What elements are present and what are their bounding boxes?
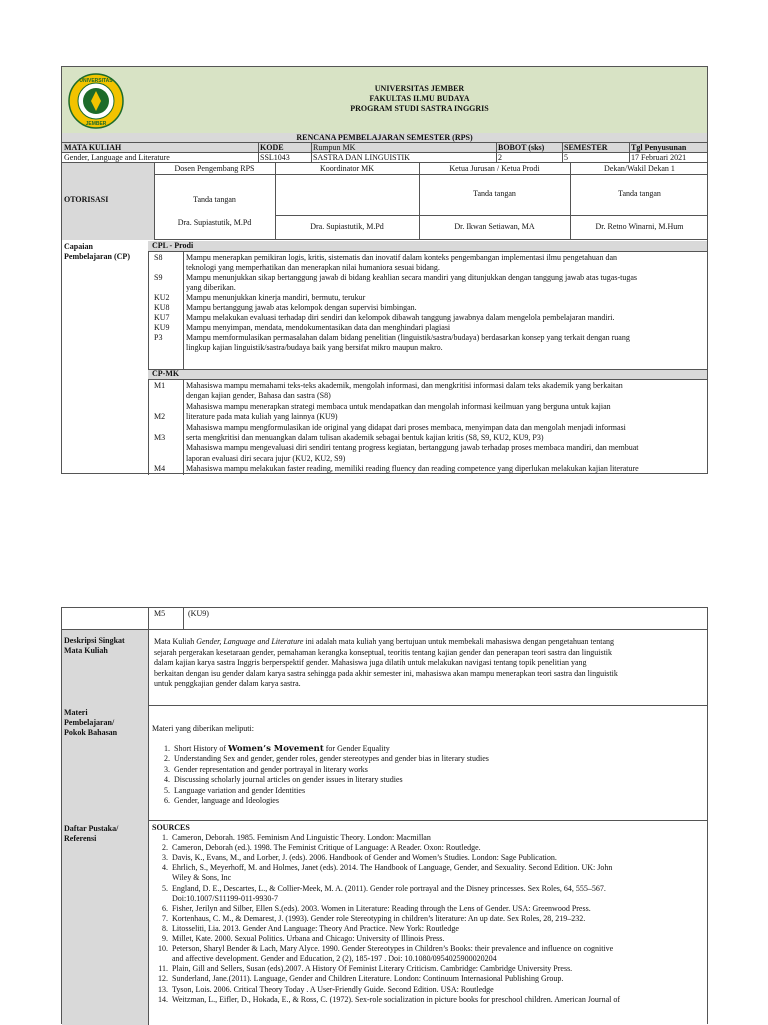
deskripsi-line-text [154, 679, 703, 689]
sign-dosen: Tanda tangan [193, 195, 236, 204]
materi-label-3: Pokok Bahasan [64, 728, 118, 737]
materi-text-part: for Gender Equality [323, 744, 390, 753]
reference-item [62, 954, 707, 964]
value-rumpun: SASTRA DAN LINGUISTIK [313, 153, 410, 162]
role-dosen: Dosen Pengembang RPS [174, 164, 255, 173]
reference-number: 14. [158, 994, 168, 1004]
course-header-row [62, 143, 707, 153]
cpl-item [62, 333, 707, 343]
rps-page-bottom [61, 607, 708, 1024]
otorisasi-block [62, 163, 707, 240]
reference-text: and affective development. Gender and Education, 2 (2), 185-197 . Doi: 10.1080/0954025900020204 [172, 954, 497, 964]
logo-text-bottom: JEMBER [85, 121, 107, 127]
cpmk-item [62, 454, 707, 464]
university-logo [68, 73, 124, 129]
cpl-code: KU8 [154, 303, 170, 312]
reference-number: 9. [162, 934, 168, 943]
cpmk-text: Mahasiswa mampu mengevaluasi diri sendiri tentang progress kegiatan, bertanggung jawab terhadap proses membaca mandiri, dan membuat [186, 443, 639, 453]
materi-item [62, 765, 707, 775]
sources-title: SOURCES [152, 823, 190, 832]
reference-text: Cameron, Deborah (ed.). 1998. The Feminist Critique of Language: A Reader. Oxon: Routledge. [172, 843, 481, 853]
reference-number: 1. [162, 833, 168, 842]
course-values-row [62, 153, 707, 163]
deskripsi-line-text [154, 637, 703, 647]
materi-item-text [154, 786, 703, 796]
cpl-text: Mampu menerapkan pemikiran logis, kritis, sistematis dan inovatif dalam konteks pengembangan implementasi ilmu pengetahuan dan [186, 253, 618, 262]
program-name: PROGRAM STUDI SASTRA INGGRIS [350, 104, 489, 113]
reference-text: Doi:10.1007/S11199-011-9930-7 [172, 893, 278, 903]
cpl-code: KU7 [154, 313, 170, 322]
cpl-item [62, 313, 707, 323]
cpl-item [62, 263, 707, 273]
cpl-text: Mampu menyimpan, mendata, mendokumentasikan data dan menghindari plagiasi [186, 323, 451, 332]
value-tgl: 17 Februari 2021 [631, 153, 687, 162]
cpmk-code: M4 [154, 464, 166, 474]
reference-number: 5. [162, 883, 168, 893]
materi-item-text [154, 796, 703, 806]
materi-item [62, 786, 707, 796]
materi-item-number: 2. [164, 754, 170, 764]
name-koordinator: Dra. Supiastutik, M.Pd [310, 222, 384, 231]
materi-item-number: 4. [164, 775, 170, 785]
reference-number: 8. [162, 923, 168, 933]
capaian-block [62, 241, 707, 475]
faculty-name: FAKULTAS ILMU BUDAYA [369, 94, 470, 103]
name-dekan: Dr. Retno Winarni, M.Hum [595, 222, 684, 231]
cpl-item [62, 323, 707, 333]
header-banner [62, 67, 707, 134]
materi-item-text [154, 744, 703, 754]
reference-number: 10. [158, 944, 168, 954]
materi-text-part: Gender representation and gender portrayal in literary works [174, 764, 368, 774]
cpmk-text: Mahasiswa mampu mengformulasikan ide original yang didapat dari proses membaca, menyimpan data dan mengolah menjadi informasi [186, 422, 626, 432]
cpmk-text: literature pada mata kuliah yang lainnya (KU9) [186, 412, 338, 422]
cpmk-text: Mahasiswa mampu melakukan faster reading, memiliki reading fluency dan reading competence yang diperlukan melakukan kajian literature [186, 464, 639, 474]
materi-item-text [154, 775, 703, 785]
reference-item [62, 934, 707, 944]
reference-item [62, 974, 707, 984]
deskripsi-text-part: dalam kajian karya sastra Inggris berperspektif gender. Mahasiswa juga dilatih untuk melakukan navigasi tentang topik penelitian yang [154, 658, 587, 668]
materi-text-part: Discussing scholarly journal articles on gender issues in literary studies [174, 775, 403, 785]
logo-text-top: UNIVERSITAS [79, 78, 113, 84]
materi-intro: Materi yang diberikan meliputi: [152, 724, 254, 733]
cpmk-text: Mahasiswa mampu memahami teks-teks akademik, mengolah informasi, dan mengkritisi informasi dalam teks akademik yang berkaitan [186, 381, 623, 390]
materi-text-part: Short History of [174, 744, 228, 753]
cpl-item [62, 283, 707, 293]
reference-text: Litosseliti, Lia. 2013. Gender And Language: Theory And Practice. New York: Routledge [172, 923, 459, 933]
reference-item [62, 904, 707, 914]
value-mata-kuliah: Gender, Language and Literature [64, 153, 170, 162]
materi-item-number: 6. [164, 796, 170, 805]
materi-text-part: Understanding Sex and gender, gender roles, gender stereotypes and gender bias in literary studies [174, 754, 489, 764]
cpmk-text: laporan evaluasi diri secara jujur (KU2, KU2, S9) [186, 453, 346, 463]
cpmk-item [62, 423, 707, 433]
col-tgl: Tgl Penyusunan [631, 143, 687, 152]
pustaka-label-2: Referensi [64, 834, 97, 843]
reference-item [62, 884, 707, 894]
cpl-text: Mampu memformulasikan permasalahan dalam bidang penelitian (linguistik/sastra/budaya) berdasarkan konsep yang terkait dengan ruang [186, 333, 630, 342]
name-dosen: Dra. Supiastutik, M.Pd [177, 218, 252, 227]
rps-title: RENCANA PEMBELAJARAN SEMESTER (RPS) [296, 133, 473, 142]
cpl-code: KU2 [154, 293, 170, 302]
value-bobot: 2 [498, 153, 502, 162]
reference-item [62, 944, 707, 954]
deskripsi-course-name: Gender, Language and Literature [196, 637, 304, 646]
cpl-code: S9 [154, 273, 163, 282]
materi-item [62, 744, 707, 754]
reference-number: 12. [158, 974, 168, 984]
cpl-code: P3 [154, 333, 163, 342]
reference-item [62, 985, 707, 995]
reference-text: Plain, Gill and Sellers, Susan (eds).2007. A History Of Feminist Literary Criticism. Cambridge: Cambridge University Press. [172, 964, 573, 974]
reference-item [62, 863, 707, 873]
rps-title-row [62, 133, 707, 143]
materi-item [62, 775, 707, 785]
materi-item [62, 796, 707, 806]
materi-label-2: Pembelajaran/ [64, 718, 115, 727]
reference-item [62, 894, 707, 904]
reference-number: 7. [162, 913, 168, 923]
deskripsi-block [62, 630, 707, 706]
role-koordinator: Koordinator MK [320, 164, 374, 173]
cpmk-code: M3 [154, 433, 166, 442]
pustaka-label-1: Daftar Pustaka/ [64, 824, 119, 833]
materi-text-part: Gender, language and Ideologies [174, 796, 279, 805]
reference-number: 2. [162, 843, 168, 853]
reference-text: Millet, Kate. 2000. Sexual Politics. Urbana and Chicago: University of Illinois Press. [172, 934, 445, 943]
reference-text: England, D. E., Descartes, L., & Collier-Meek, M. A. (2011). Gender role portrayal and the Disney princesses. Sex Roles, 64, 555–567. [172, 883, 606, 893]
pustaka-block [62, 821, 707, 1025]
deskripsi-line [62, 669, 707, 679]
cpmk-item [62, 402, 707, 412]
reference-item [62, 914, 707, 924]
deskripsi-line [62, 658, 707, 668]
materi-item-number: 1. [164, 744, 170, 753]
cpl-text: Mampu bertanggung jawab atas kelompok dengan supervisi bimbingan. [186, 303, 417, 312]
cpmk-text-m5: (KU9) [188, 609, 209, 618]
role-kajur: Ketua Jurusan / Ketua Prodi [449, 164, 540, 173]
reference-number: 6. [162, 903, 168, 913]
cpmk-title: CP-MK [152, 369, 180, 378]
materi-block [62, 706, 707, 821]
materi-item [62, 754, 707, 764]
value-semester: 5 [564, 153, 568, 162]
reference-item [62, 833, 707, 843]
cpl-text: Mampu menunjukkan sikap bertanggung jawab di bidang keahlian secara mandiri yang ditunjukkan dengan tanggung jawab atas tugas-tugas [186, 273, 637, 282]
cpmk-code: M1 [154, 381, 166, 390]
materi-item-text [154, 765, 703, 775]
reference-item [62, 995, 707, 1005]
col-kode: KODE [260, 143, 284, 152]
value-kode: SSL1043 [260, 153, 290, 162]
reference-item [62, 873, 707, 883]
materi-item-number: 3. [164, 764, 170, 774]
materi-special-text: Women’s Movement [228, 744, 324, 754]
cpmk-continuation [62, 608, 707, 630]
cpl-text: teknologi yang memperhatikan dan menerapkan nilai humaniora sesuai bidang. [186, 263, 440, 272]
reference-text: Kortenhaus, C. M., & Demarest, J. (1993). Gender role Stereotyping in children’s literature: An up date. Sex Roles, 28, 219–232. [172, 913, 586, 923]
reference-text: Peterson, Sharyl Bender & Lach, Mary Alyce. 1990. Gender Stereotypes in Children’s Books: their prevalence and influence on cognitive [172, 944, 614, 954]
reference-item [62, 843, 707, 853]
otorisasi-label: OTORISASI [64, 195, 109, 204]
reference-number: 13. [158, 984, 168, 994]
cpl-text: Mampu menunjukkan kinerja mandiri, bermutu, terukur [186, 293, 366, 302]
materi-item-number: 5. [164, 785, 170, 795]
col-rumpun: Rumpun MK [313, 143, 356, 152]
reference-text: Sunderland, Jane.(2011). Language, Gender and Children Literature. London: Continuum Internasional Publishing Group. [172, 974, 564, 984]
reference-text: Fisher, Jerilyn and Silber, Ellen S.(eds). 2003. Women in Literature: Reading through the Lens of Gender. USA: Greenwood Press. [172, 903, 591, 913]
col-mata-kuliah: MATA KULIAH [64, 143, 122, 152]
col-bobot: BOBOT (sks) [498, 143, 545, 152]
cpl-text: yang diberikan. [186, 283, 236, 292]
reference-text: Wiley & Sons, Inc [172, 873, 232, 883]
deskripsi-text-part: berkaitan dengan isu gender dalam karya sastra sehingga pada akhir semester ini, mahasiswa akan mampu menerapkan teori sastra dan linguistik [154, 668, 618, 678]
deskripsi-line [62, 679, 707, 689]
cpmk-item [62, 391, 707, 401]
materi-item-text [154, 754, 703, 764]
cpl-item [62, 293, 707, 303]
cpmk-code-m5: M5 [154, 609, 166, 618]
deskripsi-line [62, 637, 707, 647]
cpl-item [62, 273, 707, 283]
cpmk-code: M2 [154, 412, 166, 422]
capaian-label-2: Pembelajaran (CP) [64, 252, 130, 261]
reference-text: Weitzman, L., Eifler, D., Hokada, E., & Ross, C. (1972). Sex-role socialization in picture books for preschool children. American Journal of [172, 994, 621, 1004]
deskripsi-label-1: Deskripsi Singkat [64, 636, 125, 645]
cpl-item [62, 343, 707, 353]
cpl-item [62, 253, 707, 263]
cpl-title: CPL - Prodi [152, 241, 194, 250]
capaian-label-1: Capaian [64, 242, 93, 251]
deskripsi-text-part: sejarah pergerakan kesetaraan gender, pemahaman kerangka konseptual, teoritis tentang kajian gender dan penerapan teori sastra dan linguistik [154, 647, 613, 657]
reference-item [62, 964, 707, 974]
deskripsi-label-2: Mata Kuliah [64, 646, 108, 655]
cpmk-text: serta mengkritisi dan menuangkan dalam tulisan akademik sebagai bentuk kajian kritis (S8, S9, KU2, KU9, P3) [186, 433, 544, 442]
cpl-text: Mampu melakukan evaluasi terhadap diri sendiri dan kelompok dibawah tanggung jawabnya dalam mengelola pembelajaran mandiri. [186, 313, 615, 322]
col-semester: SEMESTER [564, 143, 608, 152]
sign-kajur: Tanda tangan [473, 189, 516, 198]
deskripsi-text-part: untuk penggkajian gender dalam karya sastra. [154, 679, 301, 689]
reference-text: Ehrlich, S., Meyerhoff, M. and Holmes, Janet (eds). 2014. The Handbook of Language, Gender, and Sexuality. Second Edition. UK: John [172, 863, 613, 873]
deskripsi-line-text [154, 658, 703, 668]
reference-number: 11. [158, 964, 168, 974]
deskripsi-text-part: Mata Kuliah [154, 637, 197, 646]
reference-item [62, 853, 707, 863]
role-dekan: Dekan/Wakil Dekan 1 [604, 164, 675, 173]
deskripsi-line [62, 648, 707, 658]
cpl-text: lingkup kajian linguistik/sastra/budaya baik yang bersifat mikro maupun makro. [186, 343, 443, 352]
cpmk-text: Mahasiswa mampu menerapkan strategi membaca untuk mendapatkan dan mengolah informasi keilmuan yang berguna untuk kajian [186, 401, 611, 411]
university-name: UNIVERSITAS JEMBER [374, 84, 465, 93]
materi-text-part: Language variation and gender Identities [174, 785, 306, 795]
name-kajur: Dr. Ikwan Setiawan, MA [454, 222, 535, 231]
rps-page-top [61, 66, 708, 474]
cpmk-text: dengan kajian gender, Bahasa dan sastra (S8) [186, 391, 331, 401]
cpmk-item [62, 443, 707, 453]
reference-text: Tyson, Lois. 2006. Critical Theory Today . A User-Friendly Guide. Second Edition. USA: Routledge [172, 984, 494, 994]
cpl-item [62, 303, 707, 313]
materi-label-1: Materi [64, 708, 88, 717]
reference-text: Cameron, Deborah. 1985. Feminism And Linguistic Theory. London: Macmillan [172, 833, 431, 842]
sign-dekan: Tanda tangan [618, 189, 661, 198]
reference-number: 3. [162, 853, 168, 863]
cpl-code: S8 [154, 253, 163, 262]
deskripsi-text-part: ini adalah mata kuliah yang bertujuan untuk membekali mahasiswa dengan pengetahuan tentang [303, 637, 615, 646]
deskripsi-line-text [154, 648, 703, 658]
cpl-code: KU9 [154, 323, 170, 332]
reference-number: 4. [162, 863, 168, 873]
deskripsi-line-text [154, 669, 703, 679]
reference-text: Davis, K., Evans, M., and Lorber, J. (eds). 2006. Handbook of Gender and Women’s Studies. London: Sage Publication. [172, 853, 557, 863]
reference-item [62, 924, 707, 934]
